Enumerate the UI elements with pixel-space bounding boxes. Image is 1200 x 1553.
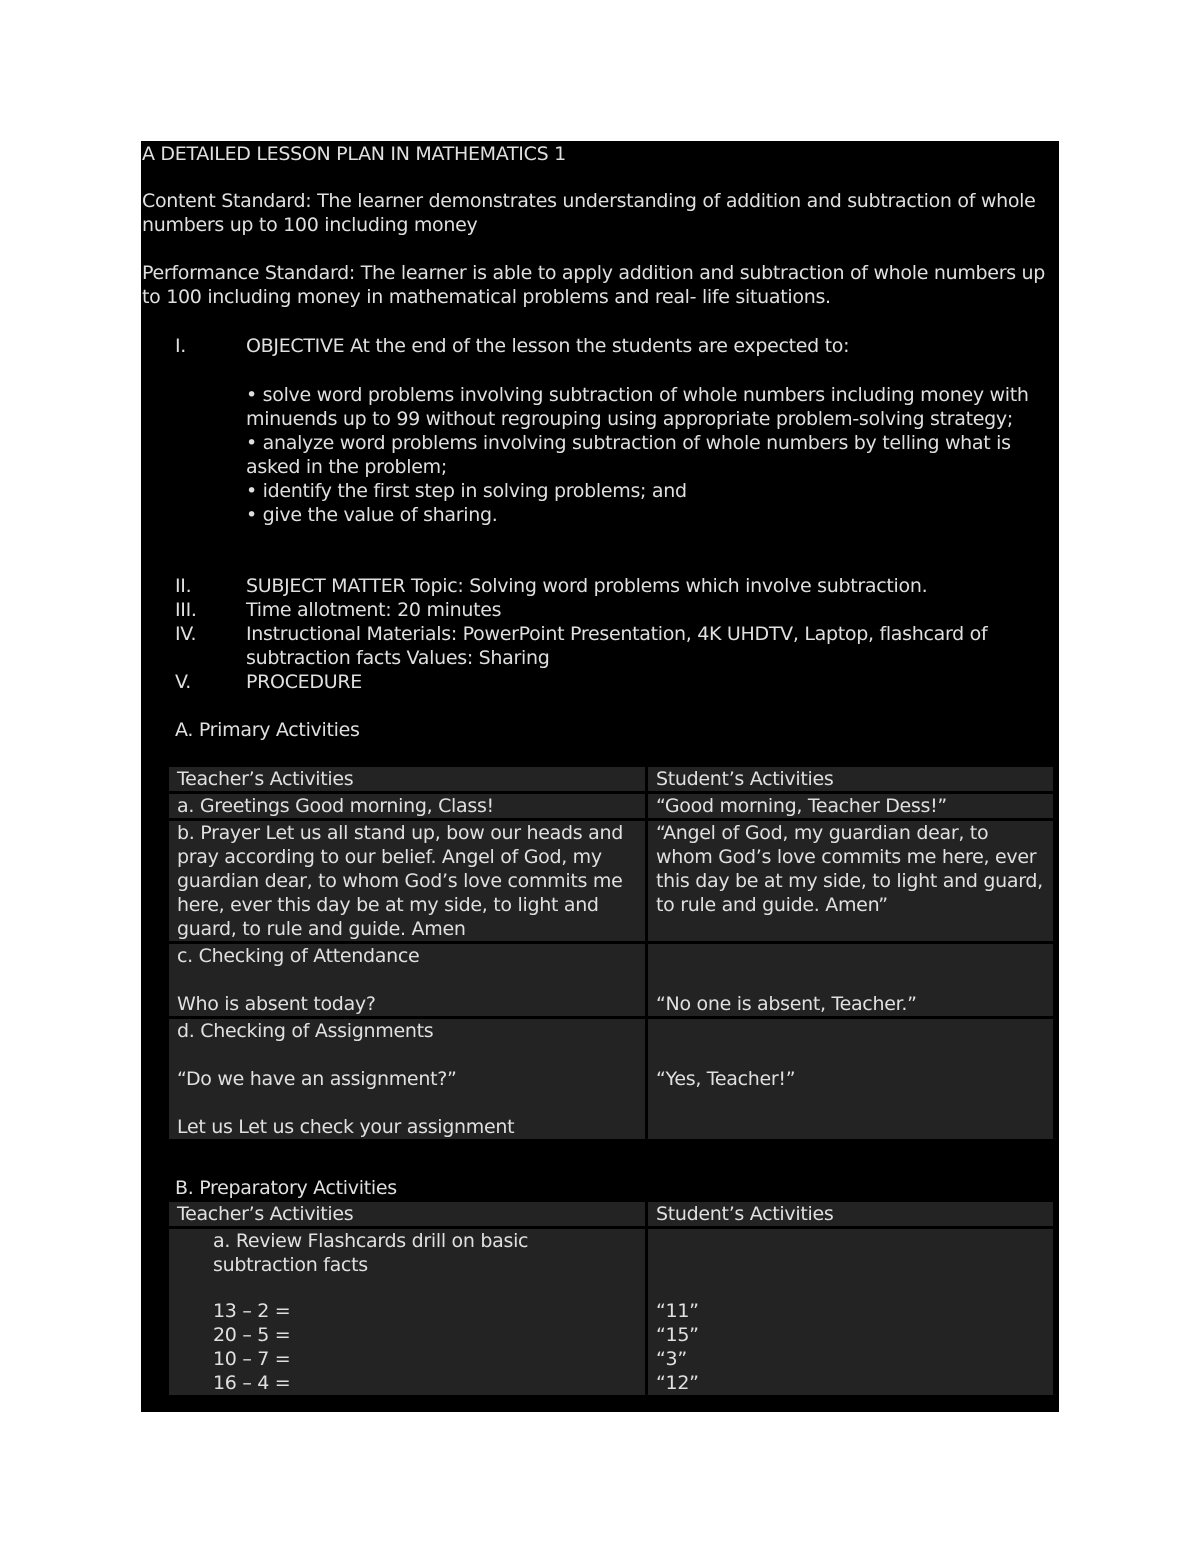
student-cell: “Angel of God, my guardian dear, to whom God’s love commits me here, ever this day be at my side, to light and guard, to rule and guide. Amen” [648, 821, 1053, 941]
teacher-line: Let us Let us check your assignment [177, 1116, 515, 1138]
lesson-plan-page [141, 141, 1059, 1412]
student-line: “No one is absent, Teacher.” [656, 993, 917, 1015]
table-header-row [169, 767, 1053, 791]
table-row [169, 821, 1053, 941]
drill-answer: “11” [656, 1300, 699, 1322]
review-item: a. Review Flashcards drill on basic subtraction facts [213, 1230, 529, 1276]
teacher-column-header: Teacher’s Activities [169, 1202, 645, 1226]
student-column-header: Student’s Activities [648, 1202, 1053, 1226]
objective-item: • identify the first step in solving problems; and [246, 480, 687, 502]
content-standard: Content Standard: The learner demonstrates understanding of addition and subtraction of whole numbers up to 100 including money [142, 190, 1036, 236]
drill-question: 20 – 5 = [213, 1324, 291, 1346]
section-number: V. [175, 671, 191, 693]
teacher-line: d. Checking of Assignments [177, 1020, 434, 1042]
drill-answer: “15” [656, 1324, 699, 1346]
blank-line [656, 968, 1045, 992]
blank-line [656, 1043, 1045, 1067]
table-row [169, 794, 1053, 818]
student-cell [648, 944, 1053, 1016]
section-procedure: PROCEDURE [246, 671, 362, 693]
drill-answer: “3” [656, 1348, 687, 1370]
section-number: III. [175, 599, 197, 621]
student-line: “Yes, Teacher!” [656, 1068, 796, 1090]
objectives-list [246, 383, 1036, 527]
section-time-allotment: Time allotment: 20 minutes [246, 599, 502, 621]
section-objective: OBJECTIVE At the end of the lesson the students are expected to: [246, 335, 850, 357]
preparatory-activities-table [166, 1199, 1056, 1398]
student-column-header: Student’s Activities [648, 767, 1053, 791]
section-number: II. [175, 575, 192, 597]
drill-answer: “12” [656, 1372, 699, 1394]
drill-question: 16 – 4 = [213, 1372, 291, 1394]
blank-line [656, 1277, 1045, 1299]
teacher-cell: a. Greetings Good morning, Class! [169, 794, 645, 818]
teacher-cell [169, 1019, 645, 1139]
blank-line [177, 968, 637, 992]
blank-line [656, 1253, 1045, 1277]
section-number: IV. [175, 623, 197, 645]
teacher-line: c. Checking of Attendance [177, 945, 420, 967]
table-header-row [169, 1202, 1053, 1226]
teacher-cell: b. Prayer Let us all stand up, bow our heads and pray according to our belief. Angel of God, my guardian dear, to whom God’s love commits me here, ever this day be at my side, to light and guard, to rule and guide. Amen [169, 821, 645, 941]
blank-line [656, 1019, 1045, 1043]
preparatory-activities-heading: B. Preparatory Activities [175, 1177, 397, 1199]
section-materials: Instructional Materials: PowerPoint Presentation, 4K UHDTV, Laptop, flashcard of subtraction facts Values: Sharing [246, 623, 988, 669]
section-subject-matter: SUBJECT MATTER Topic: Solving word problems which involve subtraction. [246, 575, 928, 597]
objective-item: • give the value of sharing. [246, 504, 498, 526]
blank-line [177, 1043, 637, 1067]
objective-item: • analyze word problems involving subtraction of whole numbers by telling what is asked in the problem; [246, 432, 1011, 478]
table-row [169, 944, 1053, 1016]
table-row [169, 1229, 1053, 1395]
primary-activities-table [166, 764, 1056, 1142]
teacher-cell [169, 944, 645, 1016]
performance-standard: Performance Standard: The learner is able to apply addition and subtraction of whole numbers up to 100 including money in mathematical problems and real- life situations. [142, 262, 1046, 308]
student-cell [648, 1019, 1053, 1139]
teacher-column-header: Teacher’s Activities [169, 767, 645, 791]
drill-question: 10 – 7 = [213, 1348, 291, 1370]
student-cell: “Good morning, Teacher Dess!” [648, 794, 1053, 818]
section-number: I. [175, 335, 187, 357]
drill-question: 13 – 2 = [213, 1300, 291, 1322]
student-cell [648, 1229, 1053, 1395]
blank-line [656, 1229, 1045, 1253]
blank-line [177, 1277, 637, 1299]
teacher-line: “Do we have an assignment?” [177, 1068, 457, 1090]
objective-item: • solve word problems involving subtraction of whole numbers including money with minuends up to 99 without regrouping using appropriate problem-solving strategy; [246, 384, 1029, 430]
teacher-line: Who is absent today? [177, 993, 376, 1015]
blank-line [656, 944, 1045, 968]
primary-activities-heading: A. Primary Activities [175, 719, 360, 741]
table-row [169, 1019, 1053, 1139]
teacher-cell [169, 1229, 645, 1395]
blank-line [177, 1091, 637, 1115]
document-title: A DETAILED LESSON PLAN IN MATHEMATICS 1 [142, 143, 566, 165]
